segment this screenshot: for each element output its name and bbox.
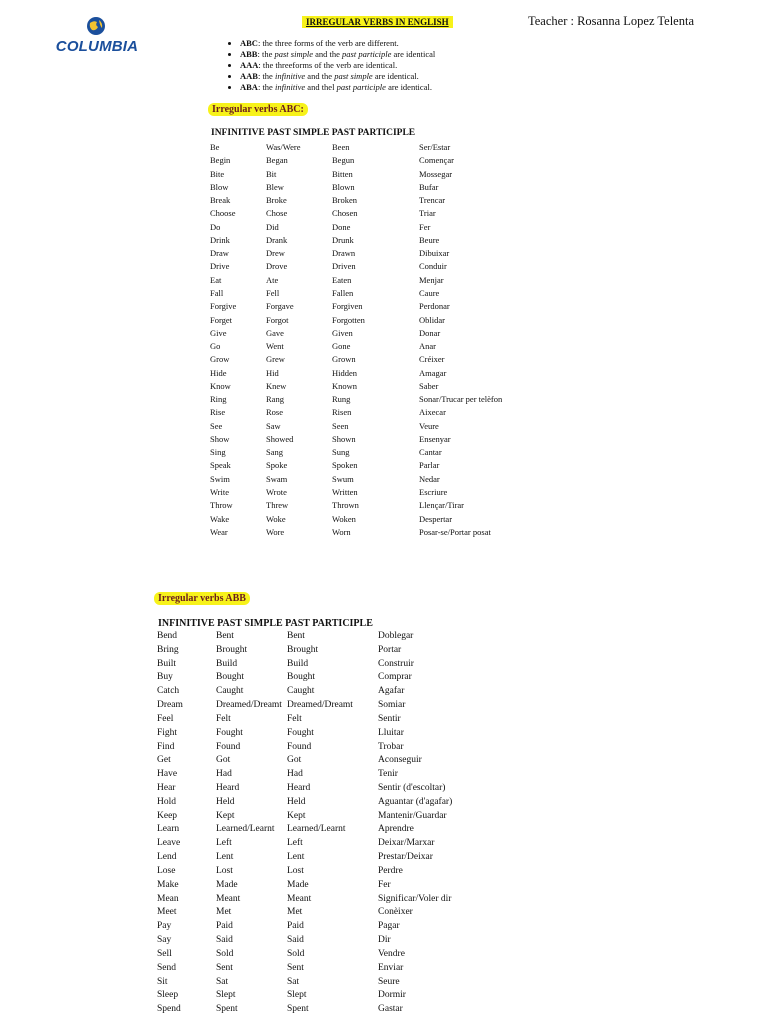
past-simple-cell: Lent <box>216 852 234 863</box>
abc-table-header: INFINITIVE PAST SIMPLE PAST PARTICIPLE <box>211 128 416 138</box>
infinitive-cell: Find <box>157 741 175 752</box>
infinitive-cell: Rise <box>210 407 226 418</box>
translation-cell: Doblegar <box>378 631 414 641</box>
past-participle-cell: Had <box>287 769 303 780</box>
infinitive-cell: Draw <box>210 248 229 259</box>
infinitive-cell: Lend <box>157 852 177 863</box>
infinitive-cell: Wear <box>210 526 228 537</box>
past-participle-cell: Chosen <box>332 208 358 219</box>
past-simple-cell: Knew <box>266 380 287 391</box>
past-simple-cell: Bit <box>266 168 277 179</box>
past-simple-cell: Woke <box>266 513 286 524</box>
past-participle-cell: Gone <box>332 341 351 352</box>
past-participle-cell: Found <box>287 741 312 752</box>
past-simple-cell: Held <box>216 796 235 807</box>
translation-cell: Dir <box>378 935 391 946</box>
translation-cell: Comprar <box>378 672 412 683</box>
legend-term: past simple <box>274 49 313 59</box>
translation-cell: Sonar/Trucar per telèfon <box>419 394 503 405</box>
document-title: IRREGULAR VERBS IN ENGLISH <box>302 16 453 28</box>
past-participle-cell: Risen <box>332 407 352 418</box>
translation-cell: Agafar <box>378 686 405 697</box>
past-participle-cell: Brought <box>287 644 319 655</box>
abb-table-header: INFINITIVE PAST SIMPLE PAST PARTICIPLE <box>158 618 373 629</box>
verb-type-legend <box>226 38 435 93</box>
past-simple-cell: Brought <box>216 644 248 655</box>
translation-cell: Escriure <box>419 487 448 498</box>
translation-cell: Vendre <box>378 948 405 959</box>
past-simple-cell: Heard <box>216 783 240 794</box>
past-simple-cell: Kept <box>216 810 235 821</box>
infinitive-cell: Wake <box>210 513 230 524</box>
translation-cell: Beure <box>419 234 440 245</box>
legend-text: : the <box>257 49 275 59</box>
legend-code: ABB <box>240 49 258 59</box>
past-simple-cell: Spoke <box>266 460 288 471</box>
past-simple-cell: Bent <box>216 631 234 641</box>
infinitive-cell: Hold <box>157 796 176 807</box>
past-simple-cell: Ate <box>266 274 279 285</box>
past-simple-cell: Began <box>266 155 288 166</box>
past-simple-cell: Fell <box>266 287 280 298</box>
translation-cell: Veure <box>419 420 439 431</box>
past-simple-cell: Found <box>216 741 241 752</box>
past-participle-cell: Held <box>287 796 306 807</box>
past-simple-cell: Dreamed/Dreamt <box>216 700 282 711</box>
past-participle-cell: Rung <box>332 394 351 405</box>
infinitive-cell: Show <box>210 433 230 444</box>
past-simple-cell: Felt <box>216 713 231 724</box>
infinitive-cell: Give <box>210 327 227 338</box>
infinitive-cell: Ring <box>210 394 227 405</box>
translation-cell: Gastar <box>378 1004 403 1015</box>
infinitive-cell: Hear <box>157 783 176 794</box>
translation-cell: Ensenyar <box>419 433 451 444</box>
infinitive-cell: Keep <box>157 810 178 821</box>
infinitive-cell: Drive <box>210 261 230 272</box>
translation-cell: Saber <box>419 380 439 391</box>
infinitive-cell: Forget <box>210 314 233 325</box>
past-participle-cell: Spent <box>287 1004 309 1015</box>
infinitive-cell: Sit <box>157 976 168 987</box>
logo-text: COLUMBIA <box>55 38 139 55</box>
past-simple-cell: Showed <box>266 433 294 444</box>
past-participle-cell: Fought <box>287 727 314 738</box>
infinitive-cell: Begin <box>210 155 231 166</box>
infinitive-cell: Sing <box>210 447 226 458</box>
infinitive-cell: Make <box>157 879 179 890</box>
infinitive-cell: Swim <box>210 473 230 484</box>
infinitive-cell: Grow <box>210 354 230 365</box>
past-participle-cell: Meant <box>287 893 312 904</box>
translation-cell: Parlar <box>419 460 440 471</box>
past-simple-cell: Sent <box>216 962 233 973</box>
infinitive-cell: Buy <box>157 672 173 683</box>
translation-cell: Aixecar <box>419 407 446 418</box>
infinitive-cell: Hide <box>210 367 227 378</box>
infinitive-cell: Bend <box>157 631 178 641</box>
past-simple-cell: Lost <box>216 865 233 876</box>
translation-cell: Anar <box>419 341 436 352</box>
past-participle-cell: Spoken <box>332 460 358 471</box>
globe-icon <box>86 16 106 36</box>
legend-term: past participle <box>336 82 386 92</box>
past-simple-cell: Wore <box>266 526 285 537</box>
translation-cell: Aconseguir <box>378 755 422 766</box>
past-simple-cell: Meant <box>216 893 241 904</box>
infinitive-cell: Write <box>210 487 230 498</box>
legend-text: : the three forms of the verb are different. <box>257 38 399 48</box>
past-simple-cell: Sold <box>216 948 234 959</box>
past-simple-cell: Drove <box>266 261 288 272</box>
infinitive-cell: Bite <box>210 168 225 179</box>
legend-code: ABA <box>240 82 258 92</box>
past-participle-cell: Heard <box>287 783 311 794</box>
translation-cell: Donar <box>419 327 441 338</box>
translation-cell: Sentir (d'escoltar) <box>378 783 446 794</box>
past-participle-cell: Given <box>332 327 353 338</box>
legend-code: AAA <box>240 60 259 70</box>
translation-cell: Amagar <box>419 367 447 378</box>
past-participle-cell: Written <box>332 487 358 498</box>
translation-cell: Perdonar <box>419 301 450 312</box>
past-participle-cell: Fallen <box>332 287 354 298</box>
past-simple-cell: Drank <box>266 234 288 245</box>
past-simple-cell: Fought <box>216 727 243 738</box>
translation-cell: Lluitar <box>378 727 404 738</box>
past-participle-cell: Sat <box>287 976 300 987</box>
legend-text: : the <box>257 71 275 81</box>
abc-section-title: Irregular verbs ABC: <box>208 103 308 116</box>
past-simple-cell: Forgot <box>266 314 289 325</box>
past-participle-cell: Driven <box>332 261 356 272</box>
translation-cell: Triar <box>419 208 436 219</box>
past-participle-cell: Grown <box>332 354 356 365</box>
legend-text: are identical <box>391 49 436 59</box>
past-simple-cell: Grew <box>266 354 285 365</box>
past-simple-cell: Build <box>216 658 238 669</box>
past-participle-cell: Forgotten <box>332 314 365 325</box>
past-participle-cell: Slept <box>287 990 307 1001</box>
infinitive-cell: Do <box>210 221 221 232</box>
translation-cell: Aguantar (d'agafar) <box>378 796 453 807</box>
past-participle-cell: Been <box>332 142 350 152</box>
past-participle-cell: Hidden <box>332 367 358 378</box>
translation-cell: Conduir <box>419 261 447 272</box>
past-participle-cell: Said <box>287 935 304 946</box>
past-simple-cell: Caught <box>216 686 244 697</box>
translation-cell: Mossegar <box>419 168 453 179</box>
past-participle-cell: Broken <box>332 195 358 206</box>
translation-cell: Deixar/Marxar <box>378 838 435 849</box>
legend-text: are identical. <box>372 71 419 81</box>
past-simple-cell: Swam <box>266 473 288 484</box>
infinitive-cell: Have <box>157 769 178 780</box>
past-participle-cell: Paid <box>287 921 304 932</box>
past-simple-cell: Forgave <box>266 301 294 312</box>
translation-cell: Enviar <box>378 962 404 973</box>
infinitive-cell: Choose <box>210 208 236 219</box>
past-simple-cell: Sat <box>216 976 229 987</box>
legend-item <box>240 38 435 49</box>
legend-term: past simple <box>334 71 373 81</box>
past-simple-cell: Saw <box>266 420 281 431</box>
translation-cell: Començar <box>419 155 454 166</box>
past-simple-cell: Rose <box>266 407 283 418</box>
past-participle-cell: Forgiven <box>332 301 363 312</box>
past-participle-cell: Drunk <box>332 234 354 245</box>
legend-text: are identical. <box>385 82 432 92</box>
past-simple-cell: Rang <box>266 394 284 405</box>
past-participle-cell: Seen <box>332 420 349 431</box>
infinitive-cell: Mean <box>157 893 179 904</box>
translation-cell: Menjar <box>419 274 444 285</box>
past-participle-cell: Shown <box>332 433 356 444</box>
past-simple-cell: Had <box>216 769 232 780</box>
legend-text: : the <box>257 82 275 92</box>
past-simple-cell: Was/Were <box>266 142 301 152</box>
past-simple-cell: Got <box>216 755 231 766</box>
translation-cell: Prestar/Deixar <box>378 852 433 863</box>
infinitive-cell: Eat <box>210 274 222 285</box>
translation-cell: Seure <box>378 976 400 987</box>
translation-cell: Dormir <box>378 990 406 1001</box>
legend-item <box>240 82 435 93</box>
legend-code: AAB <box>240 71 258 81</box>
translation-cell: Oblidar <box>419 314 445 325</box>
past-participle-cell: Got <box>287 755 302 766</box>
translation-cell: Perdre <box>378 865 403 876</box>
past-participle-cell: Begun <box>332 155 355 166</box>
past-participle-cell: Drawn <box>332 248 356 259</box>
legend-text: and the <box>305 71 335 81</box>
past-participle-cell: Lost <box>287 865 304 876</box>
past-participle-cell: Lent <box>287 852 305 863</box>
past-participle-cell: Felt <box>287 713 302 724</box>
abb-section-title: Irregular verbs ABB <box>154 592 250 605</box>
infinitive-cell: Bring <box>157 644 179 655</box>
legend-item <box>240 71 435 82</box>
infinitive-cell: See <box>210 420 223 431</box>
infinitive-cell: Throw <box>210 500 233 511</box>
past-participle-cell: Sold <box>287 948 305 959</box>
infinitive-cell: Speak <box>210 460 231 471</box>
infinitive-cell: Catch <box>157 686 180 697</box>
past-simple-cell: Gave <box>266 327 284 338</box>
past-participle-cell: Learned/Learnt <box>287 824 346 835</box>
infinitive-cell: Learn <box>157 824 180 835</box>
past-simple-cell: Learned/Learnt <box>216 824 275 835</box>
past-simple-cell: Blew <box>266 181 284 192</box>
translation-cell: Significar/Voler dir <box>378 893 452 904</box>
translation-cell: Aprendre <box>378 824 414 835</box>
past-simple-cell: Wrote <box>266 487 287 498</box>
legend-text: : the threeforms of the verb are identical. <box>258 60 398 70</box>
past-simple-cell: Slept <box>216 990 236 1001</box>
translation-cell: Trobar <box>378 741 404 752</box>
translation-cell: Mantenir/Guardar <box>378 810 447 821</box>
infinitive-cell: Pay <box>157 921 172 932</box>
infinitive-cell: Built <box>157 658 177 669</box>
teacher-name: Teacher : Rosanna Lopez Telenta <box>528 14 694 28</box>
past-simple-cell: Left <box>216 838 232 849</box>
past-participle-cell: Sung <box>332 447 350 458</box>
translation-cell: Ser/Estar <box>419 142 451 152</box>
infinitive-cell: Break <box>210 195 231 206</box>
infinitive-cell: Dream <box>157 700 183 711</box>
past-simple-cell: Did <box>266 221 279 232</box>
past-simple-cell: Made <box>216 879 238 890</box>
columbia-logo <box>52 14 142 62</box>
past-participle-cell: Done <box>332 221 351 232</box>
translation-cell: Caure <box>419 287 440 298</box>
translation-cell: Llençar/Tirar <box>419 500 465 511</box>
infinitive-cell: Forgive <box>210 301 237 312</box>
translation-cell: Portar <box>378 644 402 655</box>
past-simple-cell: Said <box>216 935 233 946</box>
past-participle-cell: Sent <box>287 962 304 973</box>
past-participle-cell: Blown <box>332 181 355 192</box>
infinitive-cell: Get <box>157 755 171 766</box>
legend-term: infinitive <box>274 82 306 92</box>
infinitive-cell: Drink <box>210 234 230 245</box>
past-participle-cell: Worn <box>332 526 351 537</box>
translation-cell: Fer <box>419 221 431 232</box>
past-simple-cell: Drew <box>266 248 285 259</box>
past-participle-cell: Bent <box>287 631 305 641</box>
infinitive-cell: Go <box>210 341 221 352</box>
translation-cell: Posar-se/Portar posat <box>419 526 491 537</box>
legend-item <box>240 60 435 71</box>
translation-cell: Nedar <box>419 473 440 484</box>
legend-text: and thel <box>305 82 337 92</box>
infinitive-cell: Blow <box>210 181 229 192</box>
past-participle-cell: Caught <box>287 686 315 697</box>
translation-cell: Despertar <box>419 513 453 524</box>
past-simple-cell: Hid <box>266 367 279 378</box>
past-simple-cell: Spent <box>216 1004 238 1015</box>
translation-cell: Dibuixar <box>419 248 450 259</box>
infinitive-cell: Send <box>157 962 176 973</box>
past-simple-cell: Went <box>266 341 284 352</box>
infinitive-cell: Feel <box>157 713 174 724</box>
past-participle-cell: Bitten <box>332 168 353 179</box>
infinitive-cell: Spend <box>157 1004 181 1015</box>
translation-cell: Fer <box>378 879 391 890</box>
legend-code: ABC <box>240 38 258 48</box>
past-participle-cell: Left <box>287 838 303 849</box>
past-simple-cell: Sang <box>266 447 283 458</box>
past-simple-cell: Threw <box>266 500 289 511</box>
past-participle-cell: Dreamed/Dreamt <box>287 700 353 711</box>
past-participle-cell: Kept <box>287 810 306 821</box>
past-participle-cell: Met <box>287 907 303 918</box>
infinitive-cell: Sell <box>157 948 172 959</box>
past-participle-cell: Swum <box>332 473 354 484</box>
translation-cell: Somiar <box>378 700 406 711</box>
past-simple-cell: Chose <box>266 208 288 219</box>
translation-cell: Tenir <box>378 769 398 780</box>
past-participle-cell: Build <box>287 658 309 669</box>
infinitive-cell: Meet <box>157 907 177 918</box>
legend-term: past participle <box>342 49 392 59</box>
past-simple-cell: Met <box>216 907 232 918</box>
past-participle-cell: Woken <box>332 513 356 524</box>
past-simple-cell: Broke <box>266 195 287 206</box>
infinitive-cell: Say <box>157 935 172 946</box>
translation-cell: Trencar <box>419 195 446 206</box>
translation-cell: Créixer <box>419 354 445 365</box>
translation-cell: Cantar <box>419 447 442 458</box>
translation-cell: Bufar <box>419 181 439 192</box>
infinitive-cell: Sleep <box>157 990 179 1001</box>
legend-item <box>240 49 435 60</box>
translation-cell: Sentir <box>378 713 401 724</box>
legend-term: infinitive <box>274 71 306 81</box>
infinitive-cell: Fall <box>210 287 224 298</box>
past-participle-cell: Made <box>287 879 309 890</box>
past-simple-cell: Paid <box>216 921 233 932</box>
past-participle-cell: Eaten <box>332 274 352 285</box>
legend-text: and the <box>312 49 343 59</box>
infinitive-cell: Leave <box>157 838 181 849</box>
infinitive-cell: Lose <box>157 865 176 876</box>
past-participle-cell: Bought <box>287 672 315 683</box>
past-simple-cell: Bought <box>216 672 244 683</box>
translation-cell: Pagar <box>378 921 400 932</box>
infinitive-cell: Be <box>210 142 220 152</box>
translation-cell: Conèixer <box>378 907 413 918</box>
infinitive-cell: Know <box>210 380 231 391</box>
translation-cell: Construir <box>378 658 414 669</box>
past-participle-cell: Thrown <box>332 500 359 511</box>
infinitive-cell: Fight <box>157 727 178 738</box>
past-participle-cell: Known <box>332 380 358 391</box>
